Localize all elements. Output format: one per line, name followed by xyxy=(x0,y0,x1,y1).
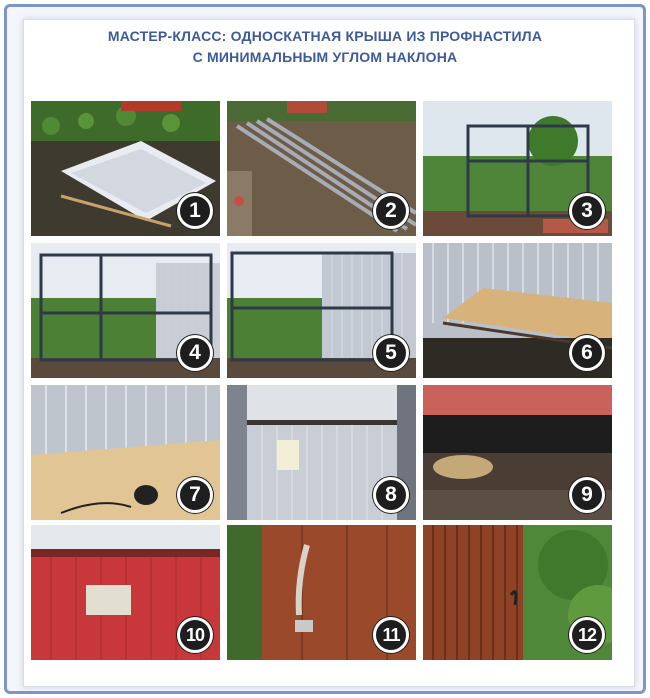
step-badge-8: 8 xyxy=(373,477,409,513)
photo-step-4[interactable] xyxy=(31,243,220,378)
title-line-1: МАСТЕР-КЛАСС: ОДНОСКАТНАЯ КРЫША ИЗ ПРОФНАСТИЛА xyxy=(107,28,543,44)
step-badge-3: 3 xyxy=(569,193,605,229)
step-badge-2: 2 xyxy=(373,193,409,229)
photo-step-12[interactable] xyxy=(423,525,612,660)
step-badge-5: 5 xyxy=(373,335,409,371)
photo-step-2[interactable] xyxy=(227,101,416,236)
photo-step-7[interactable] xyxy=(31,385,220,520)
photo-step-8[interactable] xyxy=(227,385,416,520)
step-badge-6: 6 xyxy=(569,335,605,371)
photo-step-9[interactable] xyxy=(423,385,612,520)
photo-step-3[interactable] xyxy=(423,101,612,236)
step-badge-4: 4 xyxy=(177,335,213,371)
step-badge-10: 10 xyxy=(177,617,213,653)
title-line-2: С МИНИМАЛЬНЫМ УГЛОМ НАКЛОНА xyxy=(192,49,458,65)
step-badge-12: 12 xyxy=(569,617,605,653)
step-badge-9: 9 xyxy=(569,477,605,513)
photo-step-1[interactable] xyxy=(31,101,220,236)
step-badge-7: 7 xyxy=(177,477,213,513)
step-badge-1: 1 xyxy=(177,193,213,229)
step-badge-11: 11 xyxy=(373,617,409,653)
photo-step-11[interactable] xyxy=(227,525,416,660)
photo-step-10[interactable] xyxy=(31,525,220,660)
photo-step-6[interactable] xyxy=(423,243,612,378)
photo-step-5[interactable] xyxy=(227,243,416,378)
